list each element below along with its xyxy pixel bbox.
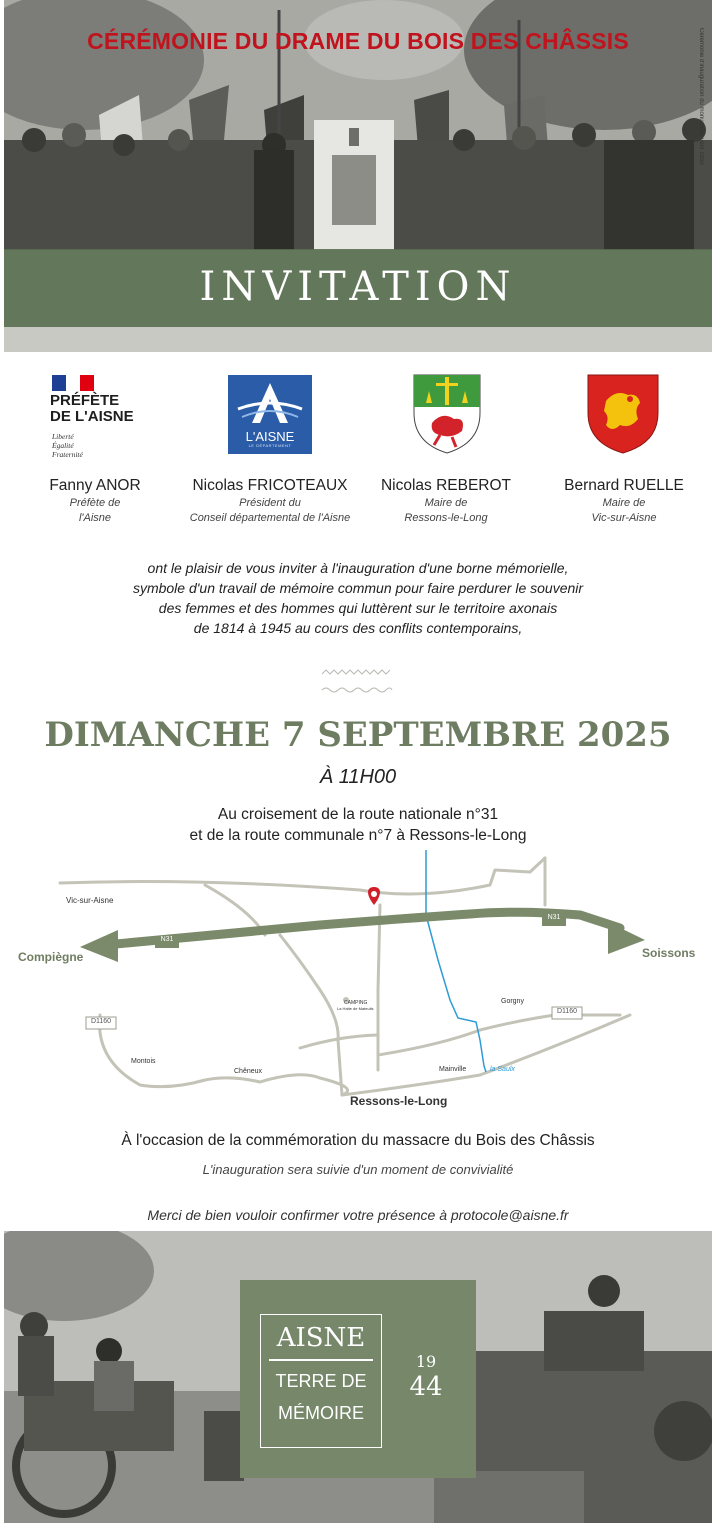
host-role-line1: Maire de bbox=[424, 497, 468, 509]
aisne-terre-de-memoire-logo bbox=[240, 1280, 476, 1478]
departement-aisne-logo bbox=[228, 375, 312, 454]
host-role-prefete bbox=[25, 496, 165, 526]
host-role-line2: Vic-sur-Aisne bbox=[591, 512, 657, 524]
intro-line: symbole d'un travail de mémoire commun pour faire perdurer le souvenir bbox=[132, 580, 584, 596]
vic-sur-aisne-coat-of-arms bbox=[586, 373, 660, 455]
memoire-frame bbox=[260, 1314, 382, 1448]
prefecture-line2: DE L'AISNE bbox=[50, 408, 134, 425]
map-label-camping: CAMPING bbox=[344, 1000, 368, 1006]
host-role-line1: Président du bbox=[239, 497, 301, 509]
map-label-n31-right: N31 bbox=[547, 914, 561, 921]
event-time: À 11H00 bbox=[319, 766, 397, 788]
map-label-cheneux: Chêneux bbox=[234, 1068, 263, 1075]
motto-egalite: Égalité bbox=[52, 441, 74, 450]
prefecture-line1: PRÉFÈTE bbox=[50, 392, 120, 409]
host-role-line2: Ressons-le-Long bbox=[404, 512, 488, 524]
event-location-line1: Au croisement de la route nationale n°31 bbox=[217, 806, 499, 823]
commemoration-text: À l'occasion de la commémoration du massacre du Bois des Châssis bbox=[121, 1132, 595, 1149]
memoire-line3: MÉMOIRE bbox=[277, 1403, 364, 1423]
host-role-line1: Maire de bbox=[602, 497, 646, 509]
map-label-montois: Montois bbox=[131, 1058, 156, 1065]
invitation-heading: INVITATION bbox=[199, 264, 517, 310]
host-name-maire-ressons: Nicolas REBEROT bbox=[380, 477, 512, 494]
memoire-rule bbox=[269, 1359, 373, 1361]
republic-motto bbox=[52, 432, 83, 459]
map-label-vic: Vic-sur-Aisne bbox=[66, 896, 114, 905]
map-label-gorgny: Gorgny bbox=[501, 998, 524, 1005]
host-role-line1: Préfète de bbox=[69, 497, 121, 509]
location-map bbox=[0, 845, 716, 1120]
ceremony-title: CÉRÉMONIE DU DRAME DU BOIS DES CHÂSSIS bbox=[87, 28, 629, 54]
host-role-maire-ressons bbox=[376, 496, 516, 526]
motto-fraternite: Fraternité bbox=[52, 450, 83, 459]
rsvp-text: Merci de bien vouloir confirmer votre présence à protocole@aisne.fr bbox=[147, 1207, 569, 1223]
conviviality-text: L'inauguration sera suivie d'un moment de convivialité bbox=[202, 1162, 514, 1177]
host-name-maire-vic: Bernard RUELLE bbox=[564, 477, 684, 494]
invitation-text bbox=[0, 558, 716, 638]
marianne-logo bbox=[52, 375, 94, 391]
intro-line: ont le plaisir de vous inviter à l'inauguration d'une borne mémorielle, bbox=[147, 560, 569, 576]
decorative-divider bbox=[318, 668, 394, 694]
host-name-prefete: Fanny ANOR bbox=[49, 477, 141, 494]
intro-line: des femmes et des hommes qui luttèrent sur le territoire axonais bbox=[158, 600, 558, 616]
event-location-line2: et de la route communale n°7 à Ressons-le-Long bbox=[189, 827, 527, 844]
map-label-camping-name: La Halte de Mateuils bbox=[337, 1006, 374, 1011]
departement-name: L'AISNE bbox=[245, 429, 295, 444]
memoire-year-top: 19 bbox=[415, 1352, 437, 1371]
host-name-president: Nicolas FRICOTEAUX bbox=[192, 477, 348, 494]
prefecture-logo-text bbox=[50, 393, 134, 425]
host-role-line2: l'Aisne bbox=[78, 512, 112, 524]
host-role-president bbox=[170, 496, 370, 526]
map-label-compiegne: Compiègne bbox=[18, 950, 84, 964]
map-label-mainville: Mainville bbox=[439, 1066, 467, 1073]
map-label-river: la Saulx bbox=[490, 1066, 515, 1073]
event-date: DIMANCHE 7 SEPTEMBRE 2025 bbox=[44, 715, 672, 755]
photo-credit: Cérémonie d'inauguration du monument, vers 1950 bbox=[698, 28, 704, 165]
memoire-year-bottom: 44 bbox=[409, 1372, 443, 1402]
map-label-soissons: Soissons bbox=[642, 946, 696, 960]
map-label-ressons: Ressons-le-Long bbox=[350, 1094, 448, 1108]
departement-sub: LE DÉPARTEMENT bbox=[248, 443, 292, 448]
ressons-le-long-coat-of-arms bbox=[412, 373, 482, 455]
host-role-maire-vic bbox=[554, 496, 694, 526]
host-role-line2: Conseil départemental de l'Aisne bbox=[189, 512, 351, 524]
memoire-line1: AISNE bbox=[276, 1323, 366, 1353]
map-label-n31-left: N31 bbox=[160, 936, 174, 943]
memoire-line2: TERRE DE bbox=[275, 1371, 367, 1391]
intro-line: de 1814 à 1945 au cours des conflits contemporains, bbox=[193, 620, 523, 636]
map-label-d1160-right: D1160 bbox=[556, 1008, 578, 1015]
map-label-d1160-left: D1160 bbox=[90, 1018, 112, 1025]
motto-liberte: Liberté bbox=[52, 432, 74, 441]
